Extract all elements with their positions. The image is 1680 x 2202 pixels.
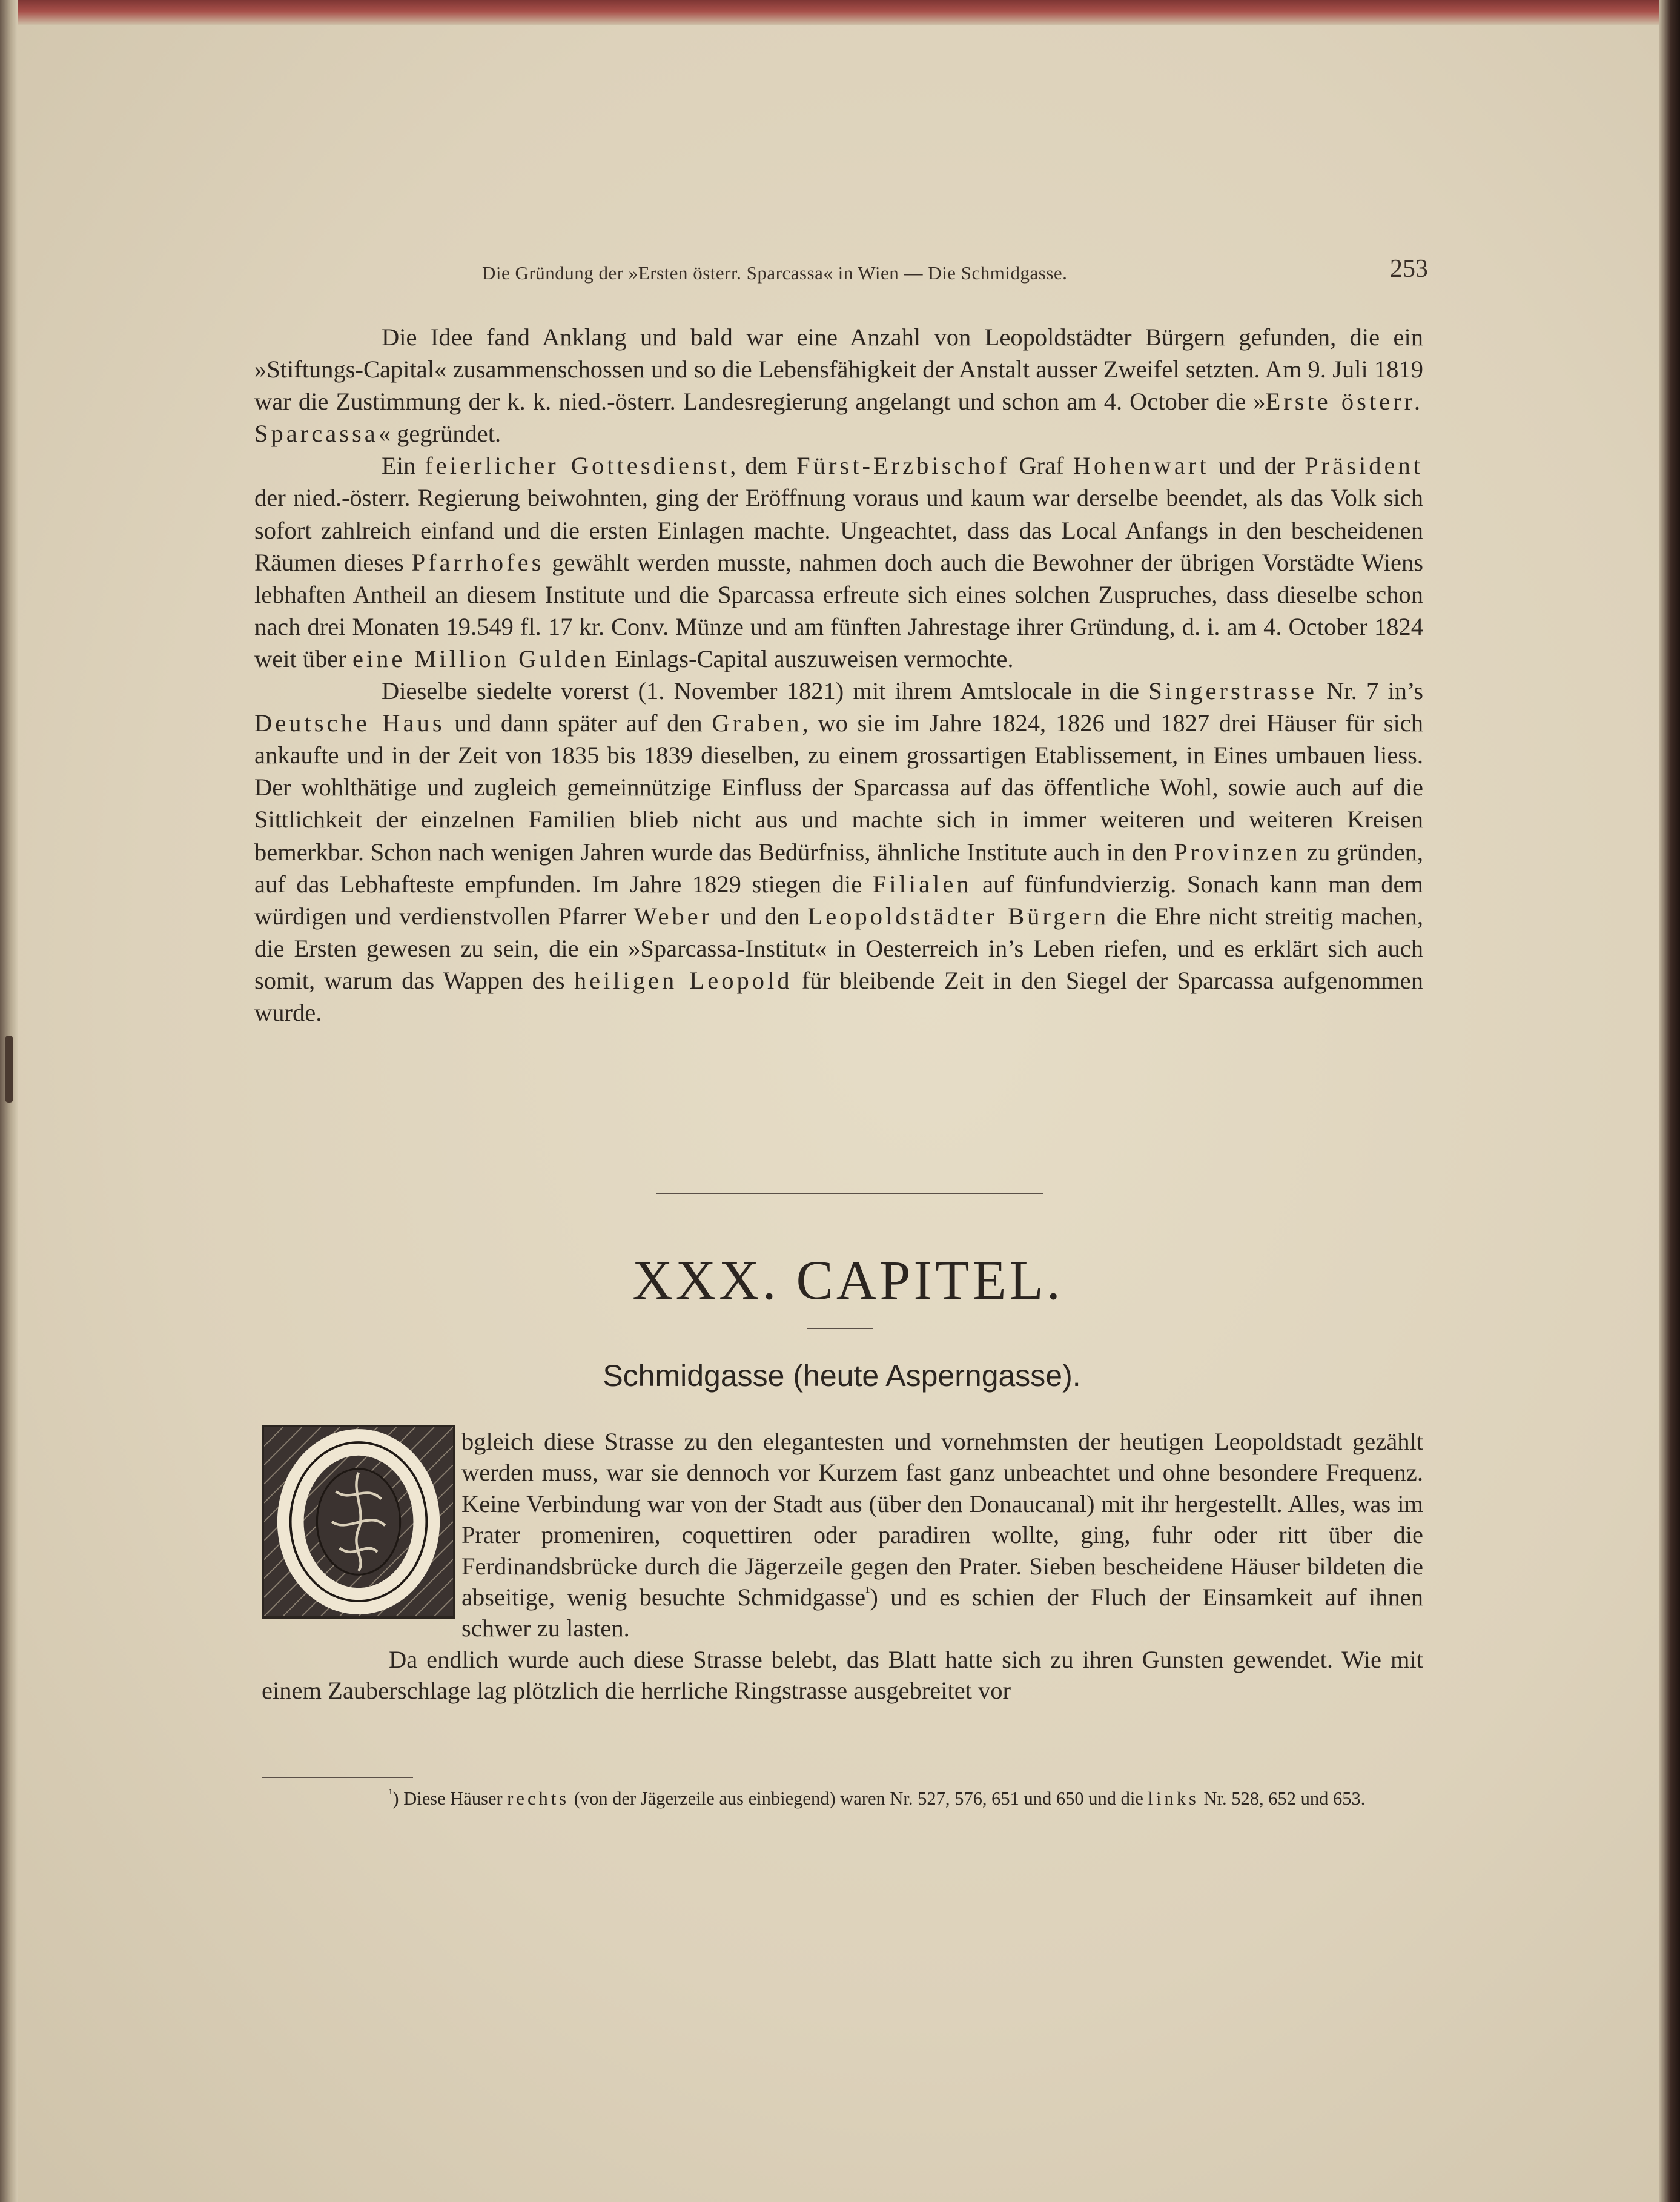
emphasis: Pfarrhofes xyxy=(411,548,544,576)
footnote-mark: ¹ xyxy=(389,1786,393,1801)
emphasis: eine Million Gulden xyxy=(352,645,609,672)
emphasis: Provinzen xyxy=(1174,838,1301,866)
paragraph-3 xyxy=(254,675,1423,1029)
emphasis: Präsident xyxy=(1305,452,1423,480)
text-run: Ein xyxy=(382,452,425,480)
emphasis: Erste österr. Sparcassa xyxy=(254,388,1423,448)
book-top-edge xyxy=(0,0,1680,25)
text-run: und der xyxy=(1209,452,1305,480)
text-run: , dem xyxy=(730,452,797,480)
text-run: der nied.-österr. Regierung beiwohnten, ging der Eröffnung voraus und kaum war derselbe beendet, als das Volk sich sofort zahlreich einfand und die ersten Einlagen machte. Ungeachtet, dass das Local Anfangs in den bescheidenen Räumen dieses xyxy=(254,484,1423,576)
emphasis: Weber xyxy=(633,902,713,930)
ornament-icon xyxy=(264,1427,453,1616)
section-divider xyxy=(656,1193,1043,1194)
emphasis: Deutsche Haus xyxy=(254,709,445,737)
emphasis: Graben xyxy=(712,709,802,737)
text-run: auf fünfundvierzig. Sonach kann man dem würdigen und verdienstvollen Pfarrer xyxy=(254,870,1423,930)
footnote xyxy=(262,1785,1423,1813)
chapter-subtitle: Schmidgasse (heute Asperngasse). xyxy=(603,1359,1081,1393)
footnote-ref[interactable]: ¹ xyxy=(865,1584,870,1600)
text-run: die Ehre nicht streitig machen, die Ersten gewesen zu sein, die ein »Sparcassa-Institut« in Oesterreich in’s Leben riefen, und es erklärt sich auch somit, warum das Wappen des xyxy=(254,902,1423,994)
emphasis: Singerstrasse xyxy=(1148,677,1317,705)
book-cover-edge xyxy=(1659,0,1680,2202)
text-run: Die Idee fand Anklang und bald war eine Anzahl von Leopoldstädter Bürgern gefunden, die ein »Stiftungs-Capital« zusammenschossen und so die Lebensfähigkeit der Anstalt ausser Zweifel setzten. Am 9. Juli 1819 war die Zustimmung der k. k. nied.-österr. Landesregierung angelangt und schon am 4. October die » xyxy=(254,323,1423,416)
text-run: bgleich diese Strasse zu den elegantesten und vornehmsten der heutigen Leopoldstadt gezählt werden muss, war sie dennoch vor Kurzem fast ganz unbeachtet und ohne besondere Frequenz. Keine Verbindung war von der Stadt aus (über den Donaucanal) mit ihr hergestellt. Alles, was im Prater promeniren, coquettiren oder paradiren wollte, ging, fuhr oder ritt über die Ferdinandsbrücke durch die Jägerzeile gegen den Prater. Sieben bescheidene Häuser bildeten die abseitige, wenig besuchte Schmidgasse xyxy=(461,1428,1423,1611)
emphasis: rechts xyxy=(507,1788,570,1809)
text-run: und dann später auf den xyxy=(445,709,712,737)
running-head: Die Gründung der »Ersten österr. Sparcassa« in Wien — Die Schmidgasse. xyxy=(482,262,1068,284)
text-run: und den xyxy=(712,902,808,930)
text-run: gewählt werden musste, nahmen doch auch die Bewohner der übrigen Vorstädte Wiens lebhaften Antheil an diesem Institute und die Sparcassa erfreute sich eines solchen Zuspruches, dass dieselbe schon nach drei Monaten 19.549 fl. 17 kr. Conv. Münze und am fünften Jahrestage ihrer Gründung, d. i. am 4. October 1824 weit über xyxy=(254,548,1423,672)
text-run: « gegründet. xyxy=(378,420,501,448)
text-run: Einlags-Capital auszuweisen vermochte. xyxy=(609,645,1014,672)
paragraph-2 xyxy=(254,449,1423,675)
text-run: Nr. 528, 652 und 653. xyxy=(1199,1788,1366,1809)
text-run: Graf xyxy=(1010,452,1073,480)
emphasis: Leopoldstädter Bürgern xyxy=(807,902,1110,930)
page-number: 253 xyxy=(1390,255,1428,283)
text-run: Dieselbe siedelte vorerst (1. November 1821) mit ihrem Amtslocale in die xyxy=(382,677,1149,705)
binding-mark xyxy=(5,1036,13,1103)
emphasis: heiligen Leopold xyxy=(574,966,793,994)
emphasis: feierlicher Gottesdienst xyxy=(425,452,730,480)
text-run: Nr. 7 in’s xyxy=(1317,677,1423,705)
paragraph-1 xyxy=(254,321,1423,449)
text-run: ) Diese Häuser xyxy=(392,1788,508,1809)
emphasis: links xyxy=(1148,1788,1199,1809)
emphasis: Fürst-Erzbischof xyxy=(796,452,1010,480)
chapter-paragraph-2: Da endlich wurde auch diese Strasse belebt, das Blatt hatte sich zu ihren Gunsten gewendet. Wie mit einem Zauberschlage lag plötzlich die herrliche Ringstrasse ausgebreitet vor xyxy=(262,1645,1423,1705)
decorated-initial xyxy=(262,1425,455,1619)
emphasis: Filialen xyxy=(872,870,972,898)
text-run: zu gründen, auf das Lebhafteste empfunden. Im Jahre 1829 stiegen die xyxy=(254,838,1423,898)
text-run: ) und es schien der Fluch der Einsamkeit auf ihnen schwer zu lasten. xyxy=(461,1584,1423,1642)
footnote-divider xyxy=(262,1777,413,1778)
text-run: , wo sie im Jahre 1824, 1826 und 1827 drei Häuser für sich ankaufte und in der Zeit von 1835 bis 1839 dieselben, zu einem grossartigen Etablissement, in Eines umbauen liess. Der wohlthätige und zugleich gemeinnützige Einfluss der Sparcassa auf das öffentliche Wohl, sowie auch auf die Sittlichkeit der einzelnen Familien blieb nicht aus und machte sich in immer weiteren und weiteren Kreisen bemerkbar. Schon nach wenigen Jahren wurde das Bedürfniss, ähnliche Institute auch in den xyxy=(254,709,1423,866)
text-run: (von der Jägerzeile aus einbiegend) waren Nr. 527, 576, 651 und 650 und die xyxy=(569,1788,1148,1809)
section-body xyxy=(254,321,1423,1029)
text-run: für bleibende Zeit in den Siegel der Sparcassa aufgenommen wurde. xyxy=(254,966,1423,1026)
emphasis: Hohenwart xyxy=(1073,452,1209,480)
title-divider xyxy=(807,1328,873,1329)
chapter-title: XXX. CAPITEL. xyxy=(632,1249,1063,1311)
